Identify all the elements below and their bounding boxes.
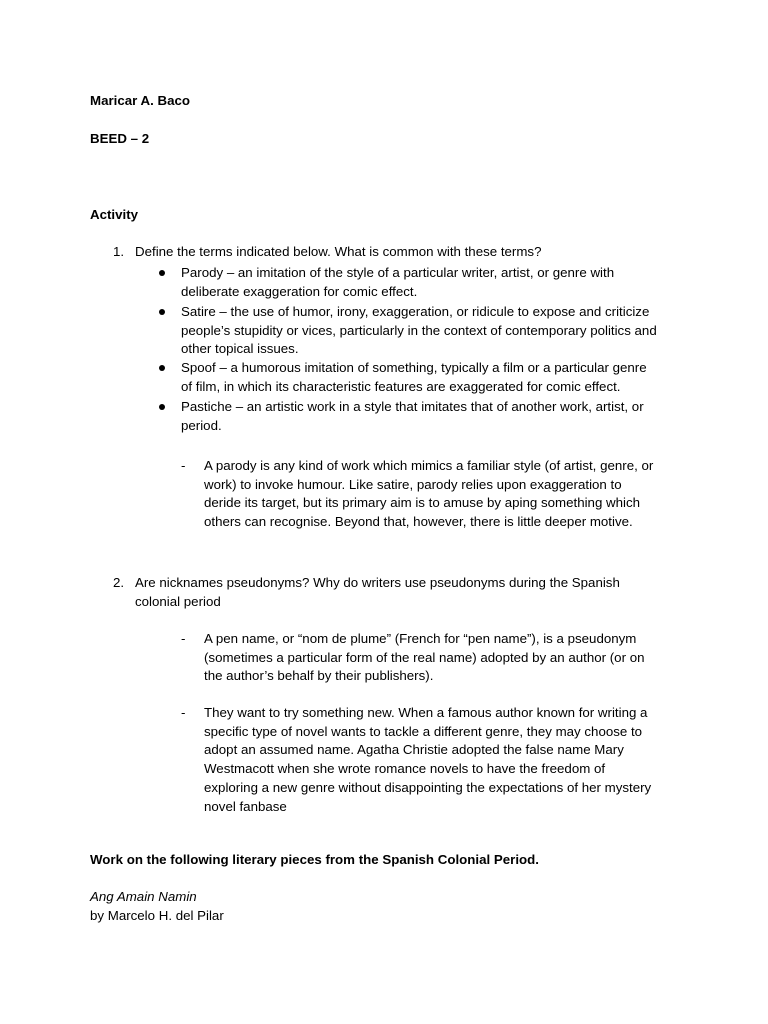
- answer-line: others can recognise. Beyond that, however, there is little deeper motive.: [204, 514, 633, 530]
- answer-reason: [204, 704, 651, 816]
- bullet-icon: [159, 365, 165, 371]
- answer-line: adopt an assumed name. Agatha Christie adopted the false name Mary: [204, 742, 624, 758]
- bullet-item-satire: [181, 303, 657, 359]
- answer-line: work) to invoke humour. Like satire, parody relies upon exaggeration to: [204, 476, 622, 492]
- bullet-line: period.: [181, 417, 222, 433]
- bullet-line: deliberate exaggeration for comic effect.: [181, 283, 418, 299]
- answer-line: A parody is any kind of work which mimics a familiar style (of artist, genre, or: [204, 458, 654, 473]
- answer-line: (sometimes a particular form of the real name) adopted by an author (or on: [204, 649, 645, 665]
- answer-line: specific type of novel wants to tackle a different genre, they may choose to: [204, 723, 643, 739]
- bullet-item-spoof: [181, 359, 647, 396]
- bullet-line: people’s stupidity or vices, particularly in the context of contemporary politics and: [181, 322, 657, 338]
- question-text: Define the terms indicated below. What is common with these terms?: [135, 244, 542, 259]
- answer-line: Westmacott when she wrote romance novels to have the freedom of: [204, 761, 606, 777]
- bullet-line: other topical issues.: [181, 341, 299, 357]
- answer-marker: -: [181, 705, 186, 720]
- answer-marker: -: [181, 631, 186, 646]
- answer-line: novel fanbase: [204, 798, 287, 814]
- bullet-line: Satire – the use of humor, irony, exaggeration, or ridicule to expose and criticize: [181, 304, 650, 319]
- poem-author: by Marcelo H. del Pilar: [90, 908, 224, 923]
- work-heading: Work on the following literary pieces from the Spanish Colonial Period.: [90, 852, 539, 867]
- bullet-item-parody: [181, 264, 614, 301]
- activity-heading: Activity: [90, 207, 139, 222]
- poem-title: Ang Amain Namin: [90, 889, 197, 904]
- question-line: colonial period: [135, 593, 221, 609]
- answer-line: They want to try something new. When a famous author known for writing a: [204, 705, 648, 720]
- answer-marker: -: [181, 458, 186, 473]
- question-number: 1.: [113, 244, 125, 259]
- bullet-line: Pastiche – an artistic work in a style that imitates that of another work, artist, or: [181, 399, 644, 414]
- bullet-icon: [159, 270, 165, 276]
- answer-line: exploring a new genre without disappointing the expectations of her mystery: [204, 779, 652, 795]
- bullet-item-pastiche: [181, 398, 644, 435]
- question-line: Are nicknames pseudonyms? Why do writers use pseudonyms during the Spanish: [135, 575, 620, 590]
- answer-line: the author’s behalf by their publishers).: [204, 668, 434, 684]
- question-number: 2.: [113, 575, 125, 590]
- bullet-line: Parody – an imitation of the style of a particular writer, artist, or genre with: [181, 265, 615, 280]
- bullet-icon: [159, 404, 165, 410]
- course-label: BEED – 2: [90, 131, 150, 146]
- bullet-line: of film, in which its characteristic features are exaggerated for comic effect.: [181, 378, 621, 394]
- answer-pen-name: [204, 630, 645, 686]
- answer-parody: [204, 457, 653, 532]
- student-name: Maricar A. Baco: [90, 93, 191, 108]
- answer-line: A pen name, or “nom de plume” (French for “pen name”), is a pseudonym: [204, 631, 637, 646]
- bullet-line: Spoof – a humorous imitation of something, typically a film or a particular genre: [181, 360, 647, 375]
- question-text: [135, 574, 620, 611]
- bullet-icon: [159, 309, 165, 315]
- answer-line: deride its target, but its primary aim is to amuse by aping something which: [204, 495, 641, 511]
